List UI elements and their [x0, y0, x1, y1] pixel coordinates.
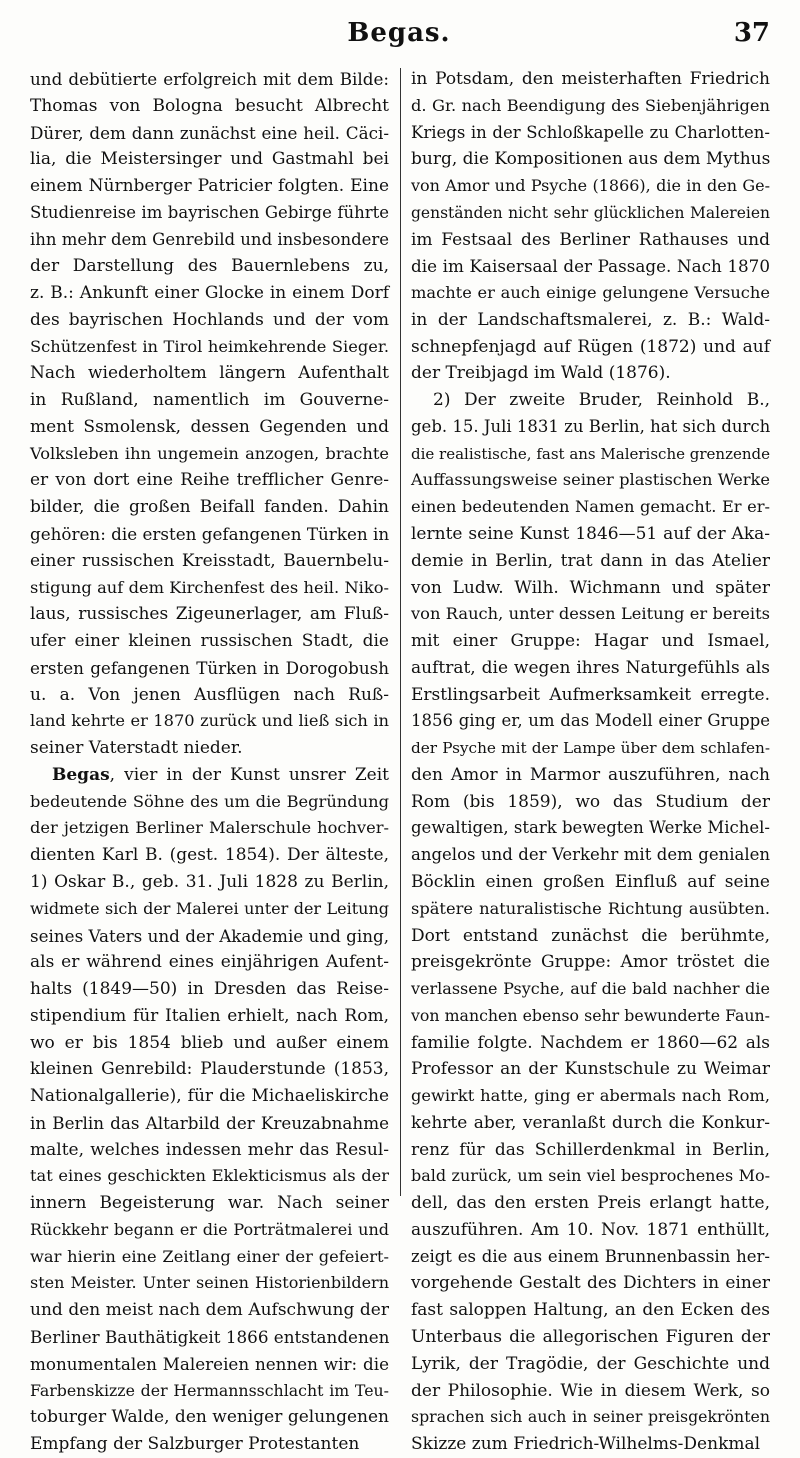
- text-line: gehören: die ersten gefangenen Türken in: [30, 524, 390, 545]
- text-line: die im Kaisersaal der Passage. Nach 1870: [411, 256, 770, 277]
- text-line: laus, russisches Zigeunerlager, am Fluß-: [30, 604, 389, 625]
- text-line: und den meist nach dem Aufschwung der: [30, 1300, 389, 1321]
- text-line: 1) Oskar B., geb. 31. Juli 1828 zu Berlin,: [30, 871, 389, 892]
- text-line: der Treibjagd im Wald (1876).: [411, 363, 671, 384]
- text-line: Böcklin einen großen Einfluß auf seine: [411, 871, 770, 892]
- text-line: Erstlingsarbeit Aufmerksamkeit erregte.: [411, 684, 770, 705]
- text-line: tat eines geschickten Eklekticismus als der: [30, 1166, 389, 1186]
- text-line: Begas, vier in der Kunst unsrer Zeit: [52, 764, 389, 785]
- text-line: kleinen Genrebild: Plauderstunde (1853,: [30, 1059, 389, 1080]
- text-line: ihn mehr dem Genrebild und insbesondere: [30, 229, 390, 249]
- text-line: und debütierte erfolgreich mit dem Bilde:: [30, 69, 389, 89]
- text-line: in Potsdam, den meisterhaften Friedrich: [411, 69, 770, 89]
- text-line: Auffassungsweise seiner plastischen Werke: [411, 470, 770, 490]
- text-line: von Ludw. Wilh. Wichmann und später: [411, 577, 770, 598]
- text-line: familie folgte. Nachdem er 1860—62 als: [411, 1032, 770, 1053]
- text-line: von Rauch, unter dessen Leitung er bereits: [411, 604, 770, 624]
- text-line: Nach wiederholtem längern Aufenthalt: [30, 363, 389, 384]
- text-line: vorgehende Gestalt des Dichters in einer: [411, 1273, 770, 1294]
- text-line: schnepfenjagd auf Rügen (1872) und auf: [411, 336, 770, 357]
- text-line: als er während eines einjährigen Aufent-: [30, 952, 389, 973]
- text-line: Kriegs in der Schloßkapelle zu Charlotten-: [411, 122, 770, 142]
- text-line: widmete sich der Malerei unter der Leitung: [30, 898, 389, 918]
- text-line: burg, die Kompositionen aus dem Mythus: [411, 149, 771, 170]
- text-line: z. B.: Ankunft einer Glocke in einem Dorf: [30, 283, 389, 304]
- text-line: auszuführen. Am 10. Nov. 1871 enthüllt,: [411, 1219, 770, 1240]
- text-line: des bayrischen Hochlands und der vom: [30, 309, 389, 330]
- text-line: malte, welches indessen mehr das Resul-: [30, 1139, 389, 1160]
- text-line: der Philosophie. Wie in diesem Werk, so: [411, 1380, 770, 1401]
- text-line: zeigt es die aus einem Brunnenbassin her-: [411, 1246, 770, 1266]
- text-columns: [30, 66, 771, 1455]
- text-line: der jetzigen Berliner Malerschule hochver-: [30, 818, 389, 838]
- text-line: Volksleben ihn ungemein anzogen, brachte: [30, 443, 389, 463]
- text-line: Rom (bis 1859), wo das Studium der: [411, 791, 770, 812]
- text-line: stigung auf dem Kirchenfest des heil. Niko-: [30, 577, 389, 597]
- text-line: seiner Vaterstadt nieder.: [30, 738, 243, 759]
- text-line: war hierin eine Zeitlang einer der gefeiert-: [30, 1246, 389, 1266]
- text-line: der Psyche mit der Lampe über dem schlafen-: [411, 739, 770, 758]
- text-line: geb. 15. Juli 1831 zu Berlin, hat sich durch: [411, 416, 771, 436]
- text-line: d. Gr. nach Beendigung des Siebenjährigen: [411, 95, 770, 115]
- text-line: dell, das den ersten Preis erlangt hatte,: [411, 1193, 770, 1214]
- page-number: 37: [733, 18, 770, 48]
- text-line: mit einer Gruppe: Hagar und Ismael,: [411, 631, 770, 652]
- text-line: Professor an der Kunstschule zu Weimar: [411, 1059, 770, 1080]
- text-line: genständen nicht sehr glücklichen Malereien: [411, 203, 770, 222]
- text-line: ufer einer kleinen russischen Stadt, die: [30, 631, 389, 652]
- text-line: einen bedeutenden Namen gemacht. Er er-: [411, 497, 770, 517]
- entry-head-word: Begas: [52, 764, 110, 785]
- text-line: die realistische, fast ans Malerische grenzende: [411, 444, 770, 463]
- text-line: halts (1849—50) in Dresden das Reise-: [30, 979, 389, 1000]
- text-line: stipendium für Italien erhielt, nach Rom,: [30, 1005, 389, 1026]
- text-line: spätere naturalistische Richtung ausübten.: [411, 898, 770, 918]
- text-line: von Amor und Psyche (1866), die in den Ge-: [411, 176, 770, 196]
- text-line: Unterbaus die allegorischen Figuren der: [411, 1326, 770, 1347]
- text-line: den Amor in Marmor auszuführen, nach: [411, 764, 770, 785]
- text-line: Nationalgallerie), für die Michaeliskirche: [30, 1086, 389, 1107]
- text-line: bedeutende Söhne des um die Begründung: [30, 791, 389, 811]
- text-line: monumentalen Malereien nennen wir: die: [30, 1353, 389, 1374]
- text-line: angelos und der Verkehr mit dem genialen: [411, 845, 770, 865]
- text-line: Dürer, dem dann zunächst eine heil. Cäci-: [30, 122, 389, 143]
- text-line: sprachen sich auch in seiner preisgekrönten: [411, 1407, 770, 1427]
- running-title: Begas.: [347, 18, 451, 48]
- text-line: land kehrte er 1870 zurück und ließ sich in: [30, 711, 389, 731]
- text-line: u. a. Von jenen Ausflügen nach Ruß-: [30, 684, 389, 705]
- text-line: demie in Berlin, trat dann in das Atelier: [411, 550, 770, 571]
- text-line: 2) Der zweite Bruder, Reinhold B.,: [433, 390, 770, 411]
- text-line: sten Meister. Unter seinen Historienbildern: [30, 1273, 389, 1293]
- text-line: Farbenskizze der Hermannsschlacht im Teu-: [30, 1380, 389, 1400]
- text-line: wo er bis 1854 blieb und außer einem: [30, 1032, 389, 1053]
- text-line: gewaltigen, stark bewegten Werke Michel-: [411, 818, 770, 838]
- text-line: einer russischen Kreisstadt, Bauernbelu-: [30, 550, 389, 571]
- text-line: einem Nürnberger Patricier folgten. Eine: [30, 176, 389, 197]
- text-line: er von dort eine Reihe trefflicher Genre-: [30, 470, 389, 491]
- text-line: von manchen ebenso sehr bewunderte Faun-: [411, 1005, 770, 1025]
- text-line: in der Landschaftsmalerei, z. B.: Wald-: [411, 309, 770, 330]
- text-line: preisgekrönte Gruppe: Amor tröstet die: [411, 952, 770, 973]
- text-line: machte er auch einige gelungene Versuche: [411, 283, 770, 303]
- text-line: renz für das Schillerdenkmal in Berlin,: [411, 1139, 770, 1160]
- running-header: [28, 18, 770, 52]
- text-line: im Festsaal des Berliner Rathauses und: [411, 229, 770, 250]
- text-line: Schützenfest in Tirol heimkehrende Sieger.: [30, 336, 389, 356]
- text-line: in Berlin das Altarbild der Kreuzabnahme: [30, 1112, 389, 1133]
- text-line: 1856 ging er, um das Modell einer Gruppe: [411, 711, 770, 731]
- right-column: [411, 66, 771, 1455]
- text-line: ersten gefangenen Türken in Dorogobush: [30, 657, 389, 678]
- text-line: der Darstellung des Bauernlebens zu,: [30, 256, 389, 277]
- text-line: Thomas von Bologna besucht Albrecht: [30, 95, 389, 116]
- text-line: ment Ssmolensk, dessen Gegenden und: [30, 416, 389, 437]
- text-line: Lyrik, der Tragödie, der Geschichte und: [411, 1353, 770, 1374]
- left-column: [30, 66, 390, 1455]
- text-line: innern Begeisterung war. Nach seiner: [30, 1193, 389, 1214]
- text-line: Studienreise im bayrischen Gebirge führte: [30, 202, 389, 222]
- text-line: Dort entstand zunächst die berühmte,: [411, 925, 770, 946]
- text-line: fast saloppen Haltung, an den Ecken des: [411, 1300, 770, 1321]
- text-line: kehrte aber, veranlaßt durch die Konkur-: [411, 1112, 770, 1133]
- text-line: bilder, die großen Beifall fanden. Dahin: [30, 497, 389, 518]
- text-line: bald zurück, um sein viel besprochenes Mo-: [411, 1166, 770, 1186]
- text-line: dienten Karl B. (gest. 1854). Der älteste,: [30, 845, 389, 866]
- text-line: auftrat, die wegen ihres Naturgefühls als: [411, 657, 770, 678]
- text-line: toburger Walde, den weniger gelungenen: [30, 1407, 389, 1428]
- text-line: Berliner Bauthätigkeit 1866 entstandenen: [30, 1326, 390, 1347]
- text-line: gewirkt hatte, ging er abermals nach Rom,: [411, 1086, 770, 1106]
- text-line: Rückkehr begann er die Porträtmalerei und: [30, 1219, 389, 1239]
- text-line: lernte seine Kunst 1846—51 auf der Aka-: [411, 524, 770, 545]
- text-line: lia, die Meistersinger und Gastmahl bei: [30, 149, 389, 170]
- text-line: verlassene Psyche, auf die bald nachher die: [411, 979, 770, 999]
- text-line: in Rußland, namentlich im Gouverne-: [30, 390, 389, 411]
- text-line: Empfang der Salzburger Protestanten: [30, 1434, 360, 1455]
- text-line: seines Vaters und der Akademie und ging,: [30, 925, 390, 946]
- text-line: Skizze zum Friedrich-Wilhelms-Denkmal: [411, 1434, 761, 1455]
